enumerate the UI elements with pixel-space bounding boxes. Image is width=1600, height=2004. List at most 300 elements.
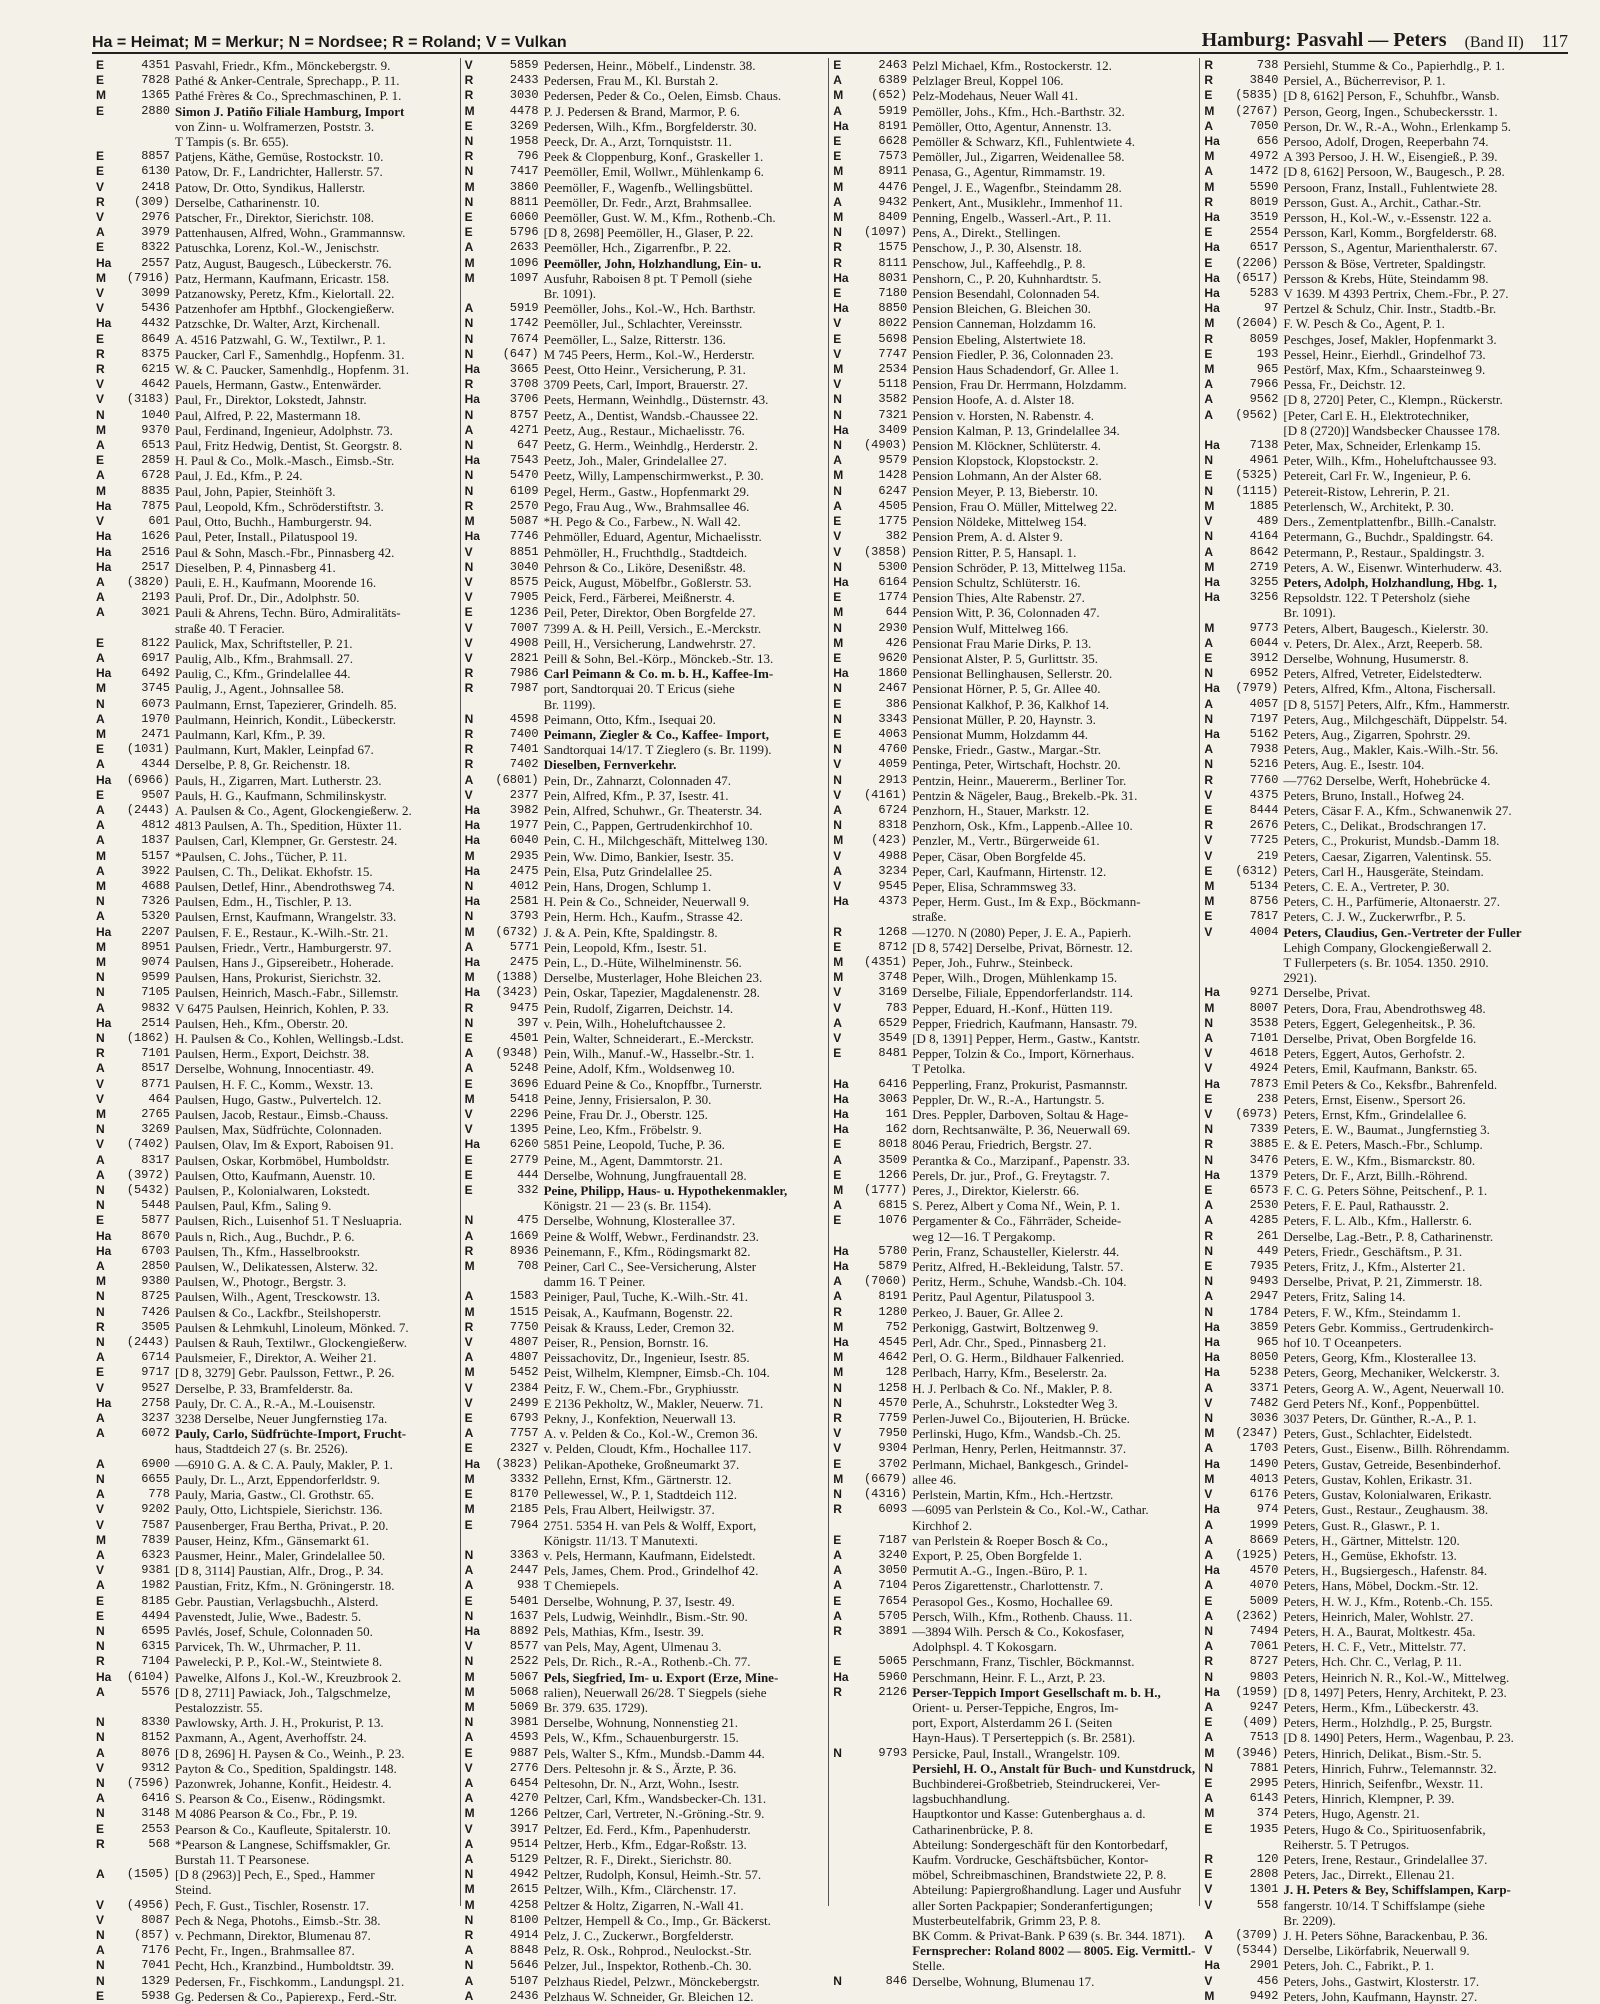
exchange-prefix: M <box>1204 878 1215 893</box>
exchange-prefix: R <box>464 88 474 103</box>
entry-text: Pelzer, Jul., Inspektor, Rothenb.-Ch. 30. <box>543 1958 752 1974</box>
phone-number: 1669 <box>509 1228 539 1243</box>
exchange-prefix: M <box>833 179 844 194</box>
exchange-prefix: R <box>833 1502 842 1517</box>
entry-text: Pels, Frau Albert, Heilwigstr. 37. <box>543 1502 715 1518</box>
directory-entry <box>1204 1989 1564 2004</box>
exchange-prefix: M <box>464 1669 475 1684</box>
exchange-prefix: A <box>464 301 474 316</box>
phone-number: (6973) <box>1235 1107 1279 1122</box>
directory-entry <box>1204 1168 1564 1183</box>
entry-text: Pazonwrek, Johanne, Konfit., Heidestr. 4. <box>175 1775 392 1791</box>
phone-number: 1860 <box>878 666 908 681</box>
directory-entry <box>833 1365 1195 1380</box>
directory-entry <box>465 818 825 833</box>
entry-text: Peters, A. W., Eisenwr. Winterhuderw. 43. <box>1283 559 1503 575</box>
exchange-prefix: E <box>464 1487 473 1502</box>
phone-number <box>849 1837 912 1852</box>
phone-number: 3240 <box>878 1547 908 1562</box>
phone-number: 1266 <box>509 1806 539 1821</box>
entry-text: Derselbe, Filiale, Eppendorferlandstr. 114. <box>912 985 1134 1001</box>
exchange-prefix: A <box>833 1289 842 1304</box>
exchange-prefix: Ha <box>1204 240 1220 255</box>
exchange-prefix: E <box>833 1532 842 1547</box>
entry-text: Pearson & Co., Kaufleute, Spitalerstr. 10. <box>175 1821 391 1837</box>
entry-text: Pauls, H. G., Kaufmann, Schmilinskystr. <box>175 787 387 803</box>
directory-entry <box>833 1213 1195 1228</box>
phone-number: 3917 <box>509 1821 539 1836</box>
directory-entry <box>833 256 1195 271</box>
entry-text: Simon J. Patiño Filiale Hamburg, Import <box>175 103 405 119</box>
exchange-prefix: N <box>464 194 474 209</box>
entry-text: 2921). <box>1283 970 1317 986</box>
directory-entry <box>833 1654 1195 1669</box>
exchange-prefix: M <box>1204 1426 1215 1441</box>
entry-text: Peterlensch, W., Architekt, P. 30. <box>1283 498 1454 514</box>
entry-text: Paulsmeier, F., Direktor, A. Weiher 21. <box>175 1350 377 1366</box>
directory-entry <box>465 423 825 438</box>
directory-entry <box>833 514 1195 529</box>
entry-text: Peters, Claudius, Gen.-Vertreter der Fuller <box>1283 924 1522 940</box>
entry-text: Peters, Dora, Frau, Abendrothsweg 48. <box>1283 1000 1486 1016</box>
entry-text: Paulsen, C. Th., Delikat. Ekhofstr. 15. <box>175 863 373 879</box>
directory-entry <box>833 468 1195 483</box>
entry-text: [D 8 (2720)] Wandsbecker Chaussee 178. <box>1283 422 1501 438</box>
phone-number: 6416 <box>141 1791 170 1806</box>
exchange-prefix: Ha <box>464 362 480 377</box>
directory-entry <box>1204 833 1564 848</box>
entry-text: Peltzer, Ed. Ferd., Kfm., Papenhuderstr. <box>543 1821 751 1837</box>
directory-entry <box>1204 1685 1564 1700</box>
phone-number: 2207 <box>141 924 170 939</box>
directory-entry <box>465 545 825 560</box>
entry-text: Pasvahl, Friedr., Kfm., Mönckebergstr. 9. <box>175 58 391 73</box>
entry-text: Perschmann, Heinr. F. L., Arzt, P. 23. <box>912 1669 1106 1685</box>
exchange-prefix: A <box>96 1547 105 1562</box>
phone-number <box>849 1852 912 1867</box>
exchange-prefix: Ha <box>1204 301 1220 316</box>
exchange-prefix: M <box>1204 362 1215 377</box>
directory-entry <box>1204 1441 1564 1456</box>
exchange-prefix: N <box>1204 1122 1214 1137</box>
phone-number: 2463 <box>878 58 908 72</box>
entry-text: [D 8, 3114] Paustian, Alfr., Drog., P. 34. <box>175 1563 384 1579</box>
exchange-prefix: A <box>96 1061 105 1076</box>
entry-text: M 4086 Pearson & Co., Fbr., P. 19. <box>175 1806 358 1822</box>
directory-entry <box>833 180 1195 195</box>
entry-text: Peltzer, Wilh., Kfm., Clärchenstr. 17. <box>543 1882 737 1898</box>
entry-text: Paulsen, Edm., H., Tischler, P. 13. <box>175 894 352 910</box>
phone-number <box>112 1700 175 1715</box>
directory-entry <box>96 575 456 590</box>
phone-number: 2534 <box>878 362 908 377</box>
entry-text: Derselbe, Wohnung, Innocentiastr. 49. <box>175 1061 375 1077</box>
directory-entry <box>465 849 825 864</box>
exchange-prefix: Ha <box>96 255 112 270</box>
phone-number: 6728 <box>141 468 170 483</box>
directory-entry <box>1204 1031 1564 1046</box>
entry-text: Peiser, R., Pension, Bornstr. 16. <box>543 1335 709 1351</box>
exchange-prefix: A <box>1204 635 1214 650</box>
exchange-prefix: V <box>833 985 842 1000</box>
entry-text: Derselbe, Musterlager, Hohe Bleichen 23. <box>543 970 763 986</box>
directory-columns <box>92 58 1568 2004</box>
entry-text: Pels, W., Kfm., Schauenburgerstr. 15. <box>543 1730 739 1746</box>
phone-number: 2995 <box>1249 1775 1279 1790</box>
phone-number: 7101 <box>141 1046 170 1061</box>
directory-entry <box>833 1320 1195 1335</box>
directory-entry <box>833 240 1195 255</box>
exchange-prefix: N <box>96 1183 105 1198</box>
entry-text: Pelz, R. Osk., Rohprod., Neulockst.-Str. <box>543 1943 752 1959</box>
exchange-prefix: N <box>96 1927 105 1942</box>
directory-entry <box>465 1411 825 1426</box>
directory-entry <box>96 849 456 864</box>
phone-number: 2467 <box>878 681 908 696</box>
directory-entry <box>833 1791 1195 1806</box>
directory-entry <box>833 104 1195 119</box>
phone-number: 5938 <box>141 1988 170 2003</box>
entry-text: Penzler, M., Vertr., Bürgerweide 61. <box>912 833 1100 849</box>
phone-number: 1703 <box>1249 1441 1279 1456</box>
exchange-prefix: A <box>1204 1031 1214 1045</box>
phone-number: 2327 <box>509 1441 539 1456</box>
exchange-prefix: A <box>96 605 105 620</box>
entry-text: Pentzin & Nägeler, Baug., Brekelb.-Pk. 31. <box>912 787 1138 803</box>
entry-text: Paulsen, Detlef, Hinr., Abendrothsweg 74. <box>175 878 395 894</box>
entry-text: E. & E. Peters, Masch.-Fbr., Schlump. <box>1283 1137 1483 1153</box>
directory-entry <box>465 271 825 286</box>
phone-number: 5960 <box>878 1669 908 1684</box>
phone-number: 2901 <box>1249 1958 1279 1973</box>
entry-text: Peters, Hinrich, Fuhrw., Telemannstr. 32. <box>1283 1760 1497 1776</box>
phone-number: 4373 <box>878 894 908 909</box>
phone-number: 558 <box>1256 1897 1279 1912</box>
exchange-prefix: E <box>833 286 842 301</box>
entry-text: Peill, H., Versicherung, Landwehrstr. 27. <box>543 635 756 651</box>
directory-entry <box>1204 1822 1564 1837</box>
directory-entry <box>833 210 1195 225</box>
directory-entry <box>1204 1396 1564 1411</box>
directory-entry <box>1204 1244 1564 1259</box>
directory-entry <box>1204 514 1564 529</box>
phone-number: 2126 <box>878 1684 908 1699</box>
phone-number: 8122 <box>141 635 170 650</box>
directory-entry <box>1204 104 1564 119</box>
directory-entry <box>833 1700 1195 1715</box>
exchange-prefix: V <box>833 1031 842 1045</box>
phone-number: 464 <box>148 1091 170 1106</box>
exchange-prefix: A <box>464 1563 474 1578</box>
exchange-prefix: A <box>464 772 474 787</box>
phone-number: 6703 <box>141 1243 170 1258</box>
exchange-prefix: N <box>464 438 474 453</box>
entry-text: Peemöller, Emil, Wollwr., Mühlenkamp 6. <box>543 164 764 180</box>
phone-number: 7138 <box>1249 438 1279 453</box>
directory-entry <box>1204 849 1564 864</box>
entry-text: Pemöller & Schwarz, Kfl., Fuhlentwiete 4. <box>912 134 1135 150</box>
exchange-prefix: V <box>464 1760 473 1775</box>
phone-number: 9562 <box>1249 392 1279 407</box>
entry-text: Sandtorquai 14/17. T Zieglero (s. Br. 1199). <box>543 742 772 758</box>
directory-entry <box>1204 955 1564 970</box>
phone-number: 2821 <box>509 650 539 665</box>
directory-entry <box>833 894 1195 909</box>
exchange-prefix: V <box>96 1502 105 1517</box>
entry-text: Pein, Hans, Drogen, Schlump 1. <box>543 878 712 894</box>
entry-text: Peters, Hugo, Agenstr. 21. <box>1283 1806 1420 1822</box>
directory-entry <box>833 1761 1195 1776</box>
directory-entry <box>1204 636 1564 651</box>
phone-number: 7966 <box>1249 377 1279 392</box>
exchange-prefix: A <box>833 1015 842 1030</box>
phone-number: 6714 <box>141 1350 170 1365</box>
directory-entry <box>465 1061 825 1076</box>
phone-number: 8318 <box>878 818 908 833</box>
exchange-prefix <box>833 909 849 924</box>
entry-text: A. v. Pelden & Co., Kol.-W., Cremon 36. <box>543 1426 758 1442</box>
exchange-prefix: M <box>1204 620 1215 635</box>
directory-entry <box>465 1350 825 1365</box>
phone-number: 4375 <box>1249 787 1279 802</box>
phone-number: (3183) <box>126 392 170 407</box>
exchange-prefix <box>833 1639 849 1654</box>
exchange-prefix: M <box>96 878 106 893</box>
exchange-prefix <box>833 1882 849 1897</box>
exchange-prefix: R <box>1204 1851 1214 1866</box>
phone-number: 7104 <box>878 1578 908 1593</box>
phone-number: 7061 <box>1249 1639 1279 1654</box>
directory-entry <box>465 1289 825 1304</box>
directory-entry <box>96 225 456 240</box>
entry-text: Paulsen, Otto, Kaufmann, Auenstr. 10. <box>175 1167 376 1183</box>
phone-number: 426 <box>885 635 908 650</box>
exchange-prefix: M <box>833 362 844 377</box>
entry-text: Penning, Engelb., Wasserl.-Art., P. 11. <box>912 210 1112 226</box>
directory-entry <box>1204 1213 1564 1228</box>
directory-entry <box>1204 1654 1564 1669</box>
entry-text: Derselbe, Privat. <box>1283 985 1371 1001</box>
phone-number <box>849 1867 912 1882</box>
entry-text: Persoon, Franz, Install., Fuhlentwiete 28. <box>1283 179 1498 195</box>
phone-number: 8951 <box>141 939 170 954</box>
directory-entry <box>96 1715 456 1730</box>
exchange-prefix: Ha <box>833 422 849 437</box>
exchange-prefix: E <box>464 210 473 225</box>
phone-number: 5919 <box>509 301 539 316</box>
directory-entry <box>1204 195 1564 210</box>
directory-entry <box>833 423 1195 438</box>
phone-number: 8481 <box>878 1046 908 1061</box>
exchange-prefix: R <box>464 1319 474 1334</box>
directory-entry <box>96 742 456 757</box>
entry-text: Pelzhaus Riedel, Pelzwr., Mönckebergstr. <box>543 1973 760 1989</box>
exchange-prefix: M <box>833 954 844 969</box>
entry-text: Pedersen, Fr., Fischkomm., Landungspl. 21. <box>175 1973 405 1989</box>
entry-text: Derselbe, P. 33, Bramfelderstr. 8a. <box>175 1380 353 1396</box>
phone-number: 8317 <box>141 1152 170 1167</box>
directory-entry <box>833 909 1195 924</box>
phone-number: 4271 <box>509 422 539 437</box>
phone-number: 8712 <box>878 939 908 954</box>
exchange-prefix: V <box>833 544 842 559</box>
exchange-prefix: A <box>1204 1380 1214 1395</box>
entry-text: Persson, Gust. A., Archit., Cathar.-Str. <box>1283 194 1482 210</box>
phone-number: 5087 <box>509 514 539 529</box>
exchange-prefix: R <box>464 681 474 696</box>
directory-entry <box>1204 1001 1564 1016</box>
phone-number: 4618 <box>1249 1046 1279 1061</box>
phone-number: 2516 <box>141 544 170 559</box>
phone-number: (6517) <box>1235 270 1279 285</box>
entry-text: Peick, Ferd., Färberei, Meißnerstr. 4. <box>543 590 735 606</box>
directory-entry <box>1204 1700 1564 1715</box>
entry-text: Peill & Sohn, Bel.-Körp., Mönckeb.-Str. 13. <box>543 650 774 666</box>
entry-text: Paulsen, P., Kolonialwaren, Lokstedt. <box>175 1183 370 1199</box>
directory-entry <box>833 164 1195 179</box>
phone-number: 2947 <box>1249 1289 1279 1304</box>
entry-text: Dres. Peppler, Darboven, Soltau & Hage- <box>912 1107 1129 1123</box>
entry-text: Peine & Wolff, Webwr., Ferdinandstr. 23. <box>543 1228 759 1244</box>
entry-text: Pensionat Mumm, Holzdamm 44. <box>912 726 1089 742</box>
directory-entry <box>833 225 1195 240</box>
exchange-prefix: M <box>464 1684 475 1699</box>
exchange-prefix: A <box>464 1851 474 1866</box>
directory-entry <box>833 377 1195 392</box>
phone-number: 4961 <box>1249 453 1279 468</box>
phone-number: 5401 <box>509 1593 539 1608</box>
phone-number <box>849 1882 912 1897</box>
directory-entry <box>833 955 1195 970</box>
directory-entry <box>465 514 825 529</box>
exchange-prefix: M <box>96 270 106 285</box>
exchange-prefix: R <box>464 1243 474 1258</box>
phone-number: 8756 <box>1249 894 1279 909</box>
directory-entry <box>1204 545 1564 560</box>
entry-text: Pessa, Fr., Deichstr. 12. <box>1283 377 1406 393</box>
exchange-prefix: A <box>464 1973 474 1988</box>
phone-number: 3549 <box>878 1031 908 1045</box>
entry-text: damm 16. T Peiner. <box>543 1274 646 1290</box>
directory-entry <box>1204 468 1564 483</box>
exchange-prefix: N <box>833 438 842 453</box>
phone-number: 4972 <box>1249 149 1279 164</box>
entry-text: Peiniger, Paul, Tuche, K.-Wilh.-Str. 41. <box>543 1289 749 1305</box>
entry-text: T Petolka. <box>912 1061 966 1077</box>
directory-entry <box>96 119 456 134</box>
exchange-prefix: E <box>833 726 842 741</box>
phone-number: 6389 <box>878 73 908 88</box>
phone-number: (3823) <box>495 1456 539 1471</box>
entry-text: Pension Ebeling, Alstertwiete 18. <box>912 331 1086 347</box>
entry-text: Persiehl, H. O., Anstalt für Buch- und Kunstdruck, <box>912 1760 1196 1776</box>
directory-entry <box>465 697 825 712</box>
directory-entry <box>833 1046 1195 1061</box>
directory-entry <box>833 666 1195 681</box>
phone-number: (3972) <box>126 1167 170 1182</box>
directory-entry <box>465 1426 825 1441</box>
directory-entry <box>465 666 825 681</box>
entry-text: Pecht, Hch., Kranzbind., Humboldtstr. 39. <box>175 1958 395 1974</box>
phone-number: 3981 <box>509 1715 539 1730</box>
entry-text: E 2136 Pekholtz, W., Makler, Neuerw. 71. <box>543 1395 764 1411</box>
phone-number: 7750 <box>509 1319 539 1334</box>
exchange-prefix: M <box>1204 1000 1215 1015</box>
phone-number <box>112 1882 175 1897</box>
exchange-prefix: E <box>96 1593 105 1608</box>
phone-number: 3982 <box>509 802 539 817</box>
exchange-prefix: V <box>833 848 842 863</box>
phone-number: 6130 <box>141 164 170 179</box>
entry-text: Paul, Ferdinand, Ingenieur, Adolphstr. 73. <box>175 422 393 438</box>
entry-text: Paul, Otto, Buchh., Hamburgerstr. 94. <box>175 514 372 530</box>
entry-text: Peter, Max, Schneider, Erlenkamp 15. <box>1283 438 1481 454</box>
entry-text: möbel, Schreibmaschinen, Brandstwiete 22, P. 8. <box>912 1867 1167 1883</box>
exchange-prefix: A <box>833 1198 842 1213</box>
phone-number: 3332 <box>509 1471 539 1486</box>
entry-text: Peters, H. C. F., Vetr., Mittelstr. 77. <box>1283 1639 1466 1655</box>
exchange-prefix: V <box>464 650 473 665</box>
phone-number: 656 <box>1256 134 1279 149</box>
directory-entry <box>833 499 1195 514</box>
entry-text: Peters, Ernst, Eisenw., Spersort 26. <box>1283 1091 1466 1107</box>
entry-text: Kirchhof 2. <box>912 1517 973 1533</box>
exchange-prefix: A <box>464 1836 474 1851</box>
entry-text: H. Paul & Co., Molk.-Masch., Eimsb.-Str. <box>175 453 395 469</box>
directory-entry <box>96 1137 456 1152</box>
phone-number: 738 <box>1256 58 1279 72</box>
directory-entry <box>465 73 825 88</box>
entry-text: Paulsen, Herm., Export, Deichstr. 38. <box>175 1046 370 1062</box>
phone-number <box>849 1791 912 1806</box>
directory-entry <box>1204 1046 1564 1061</box>
directory-entry <box>1204 1122 1564 1137</box>
entry-text: Paulsen, Heinrich, Masch.-Fabr., Sillemstr. <box>175 985 399 1001</box>
exchange-prefix: A <box>1204 1547 1214 1562</box>
directory-entry <box>465 286 825 301</box>
entry-text: Pemöller, Jul., Zigarren, Weidenallee 58. <box>912 149 1125 165</box>
phone-number: 5436 <box>141 301 170 316</box>
phone-number: (1925) <box>1235 1547 1279 1562</box>
entry-text: Abteilung: Papiergroßhandlung. Lager und Ausfuhr <box>912 1882 1181 1898</box>
exchange-prefix: E <box>1204 1091 1213 1106</box>
phone-number <box>481 1198 544 1213</box>
entry-text: Perl, Adr. Chr., Sped., Pinnasberg 21. <box>912 1335 1107 1351</box>
phone-number: (9348) <box>495 1046 539 1061</box>
directory-entry <box>465 1882 825 1897</box>
exchange-prefix: V <box>833 377 842 392</box>
exchange-prefix: R <box>464 757 474 772</box>
phone-number: 9380 <box>141 1274 170 1289</box>
phone-number: 3748 <box>878 970 908 985</box>
directory-entry <box>833 803 1195 818</box>
phone-number: 5157 <box>141 848 170 863</box>
phone-number: 1982 <box>141 1578 170 1593</box>
exchange-prefix: N <box>96 894 105 909</box>
phone-number: 2779 <box>509 1152 539 1167</box>
exchange-prefix: V <box>96 377 105 392</box>
directory-entry <box>465 560 825 575</box>
exchange-prefix: A <box>833 73 842 88</box>
entry-text: Perasopol Ges., Kosmo, Hochallee 69. <box>912 1593 1113 1609</box>
exchange-prefix: V <box>1204 787 1213 802</box>
exchange-prefix <box>833 1913 849 1928</box>
phone-number: 4807 <box>509 1350 539 1365</box>
exchange-prefix: A <box>1204 1289 1214 1304</box>
entry-text: Pein, C. H., Milchgeschäft, Mittelweg 130. <box>543 833 768 849</box>
entry-text: Perlinski, Hugo, Kfm., Wandsb.-Ch. 25. <box>912 1426 1121 1442</box>
entry-text: Payton & Co., Spedition, Spaldingstr. 148. <box>175 1760 397 1776</box>
